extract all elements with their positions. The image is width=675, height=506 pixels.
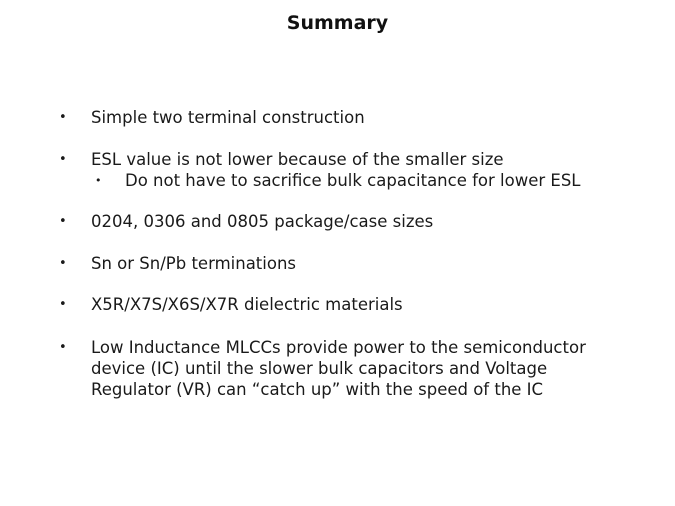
bullet-text: Sn or Sn/Pb terminations: [91, 254, 297, 273]
bullet-dot: •: [59, 152, 67, 167]
slide-title: Summary: [286, 12, 389, 34]
bullet-dot: •: [59, 256, 67, 271]
sub-bullet-dot: •: [95, 174, 102, 187]
bullet-dot: •: [59, 110, 67, 125]
bullet-dot: •: [59, 340, 67, 355]
bullet-text-line: Low Inductance MLCCs provide power to the semiconductor: [91, 338, 586, 357]
bullet-text: X5R/X7S/X6S/X7R dielectric materials: [91, 295, 403, 314]
bullet-text: 0204, 0306 and 0805 package/case sizes: [91, 212, 434, 231]
sub-bullet-text: Do not have to sacrifice bulk capacitance for lower ESL: [125, 171, 581, 190]
bullet-dot: •: [59, 297, 67, 312]
bullet-dot: •: [59, 214, 67, 229]
bullet-text: Simple two terminal construction: [91, 108, 365, 127]
bullet-text-line: Regulator (VR) can “catch up” with the speed of the IC: [91, 380, 544, 399]
bullet-text-line: device (IC) until the slower bulk capacitors and Voltage: [91, 359, 548, 378]
bullet-text: ESL value is not lower because of the smaller size: [91, 150, 504, 169]
